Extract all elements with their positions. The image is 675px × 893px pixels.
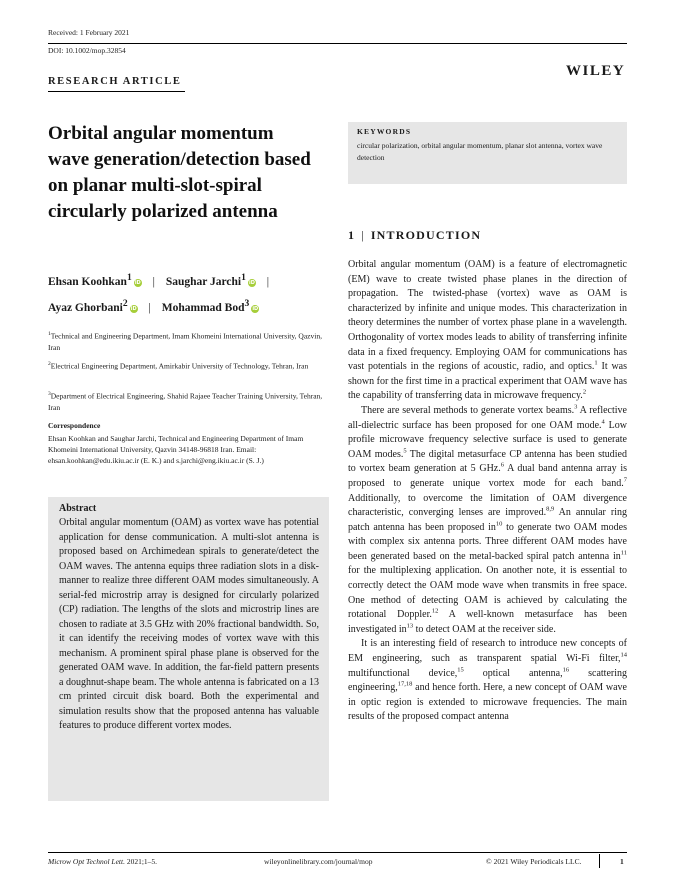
keywords-text: circular polarization, orbital angular momentum, planar slot antenna, vortex wave detection	[357, 141, 603, 162]
citation-ref[interactable]: 4	[601, 418, 605, 426]
publisher-logo: WILEY	[566, 63, 626, 79]
citation-ref[interactable]: 5	[403, 447, 407, 455]
author-separator: |	[152, 275, 155, 288]
paragraph-text: A reflective all-dielectric surface has been proposed for one OAM mode.	[348, 404, 627, 431]
section-heading	[348, 228, 481, 243]
section-bar: |	[361, 228, 365, 242]
paragraph-text: The digital metasurface CP antenna has been studied to vortex beam generation at 5 GHz.	[348, 448, 627, 475]
abstract-text: Orbital angular momentum (OAM) as vortex wave has potential application for dense communication. A multi-slot antenna is proposed based on Archimedean spirals to generate/detect the OAM waves. The antenna equips three radiation slots in a disk-manner to realize three different OAM modes simultaneously. A serial-fed microstrip array is designed for circularly polarized (CP) radiation. The lengths of the slots and microstrip lines are chosen to radiate at 3.5 GHz with 20% fractional bandwidth. So, it can identify the receiving modes of vortex wave with this mechanism. A prominent spiral phase plane is observed for the generated OAM wave. In addition, the far-field pattern presents a doughnut-shape beam. The whole antenna is fabricated on a 13 cm printed circuit disk board. Both the experimental and simulation results show that the proposed antenna has valuable features to produce different vortex modes.	[59, 517, 319, 731]
section-title: INTRODUCTION	[370, 228, 482, 242]
paragraph-text: multifunctional device,	[348, 667, 458, 679]
received-date: Received: 1 February 2021	[48, 28, 130, 37]
header-rule	[48, 43, 627, 44]
citation-ref[interactable]: 10	[495, 520, 503, 528]
article-type-underline	[48, 91, 185, 92]
paragraph-text: scattering engineering,	[348, 667, 627, 694]
paragraph-text: to generate two OAM modes with complex six antenna ports. Three different OAM modes have been generated based on the metal-backed spiral patch antenna in	[348, 521, 627, 562]
footer-citation	[48, 857, 157, 866]
citation-ref[interactable]: 14	[620, 651, 627, 659]
citation-ref[interactable]: 16	[562, 666, 570, 674]
article-type: RESEARCH ARTICLE	[48, 76, 182, 87]
paragraph-text: Orbital angular momentum (OAM) is a feature of electromagnetic (EM) wave to create twisted phase planes in the direction of propagation. The twisted-phase (vortex) wave as OAM is characterized by infinite and unique modes. This characterization in theory determines the number of vortex phase plane in a wavelength. Orthogonality of vortex modes leads to ability of transferring infinite data in a fixed frequency. Employing OAM for communications has vast potentials in the regions of acoustic, radio, and optics.	[348, 259, 627, 373]
affiliation	[48, 389, 323, 413]
author-name: Ehsan Koohkan	[48, 275, 127, 288]
orcid-icon[interactable]: iD	[252, 305, 259, 312]
body-paragraph	[348, 637, 627, 725]
footer-url[interactable]: wileyonlinelibrary.com/journal/mop	[264, 857, 373, 866]
article-title: Orbital angular momentum wave generation/detection based on planar multi-slot-spiral circularly polarized antenna	[48, 123, 311, 222]
intro-body	[348, 258, 627, 725]
paragraph-text: for the multiplexing application. On another note, it is essential to correctly detect the OAM mode wave when transmits in free space. One method of detecting OAM is achieved by calculating the rotational Doppler.	[348, 565, 627, 621]
affiliation-text: Technical and Engineering Department, Imam Khomeini International University, Qazvin, Iran	[48, 331, 322, 352]
citation-ref[interactable]: 3	[574, 403, 578, 411]
author-affil-sup: 2	[122, 297, 128, 309]
paragraph-text: There are several methods to generate vortex beams.	[361, 404, 575, 416]
author-separator: |	[148, 301, 151, 314]
orcid-icon[interactable]: iD	[248, 279, 255, 286]
citation-ref[interactable]: 6	[500, 461, 504, 469]
affiliation	[48, 329, 323, 353]
footer-year: 2021;1–5.	[124, 857, 158, 866]
paragraph-text: A dual band antenna array is proposed to generate unique vortex mode for each band.	[348, 463, 628, 489]
paragraph-text: It is an interesting field of research to introduce new concepts of EM engineering, such as transparent spatial Wi-Fi filter,	[348, 638, 627, 665]
affiliation-sup: 2	[48, 361, 51, 367]
author-separator: |	[266, 275, 270, 288]
paragraph-text: Additionally, to overcome the limitation of OAM divergence characteristic, converging lenses are improved.	[348, 492, 627, 519]
author-name: Mohammad Bod	[161, 301, 245, 314]
paragraph-text: optical antenna,	[463, 667, 563, 679]
affiliation-text: Department of Electrical Engineering, Shahid Rajaee Teacher Training University, Tehran, Iran	[48, 391, 323, 412]
citation-ref[interactable]: 8,9	[546, 505, 555, 513]
citation-ref[interactable]: 12	[431, 607, 439, 615]
paragraph-text: A well-known metasurface has been investigated in	[348, 609, 627, 635]
abstract-box	[48, 497, 329, 801]
paragraph-text: to detect OAM at the receiver side.	[413, 623, 556, 635]
paragraph-text: It was shown for the first time in a practical experiment that OAM wave has the capability of transferring data in microwave frequency.	[348, 361, 628, 402]
section-number: 1	[348, 228, 356, 242]
author-affil-sup: 1	[126, 272, 132, 283]
footer-rule	[48, 852, 627, 853]
affiliation	[48, 359, 323, 372]
citation-ref[interactable]: 15	[457, 666, 464, 674]
paragraph-text: Low profile microwave frequency selective surface is used to generate OAM modes.	[348, 419, 627, 460]
citation-ref[interactable]: 11	[620, 549, 627, 557]
affiliation-sup: 3	[48, 391, 51, 397]
citation-ref[interactable]: 17,18	[397, 680, 413, 688]
footer-copyright: © 2021 Wiley Periodicals LLC.	[486, 857, 582, 866]
paragraph-text: An annular ring patch antenna has been proposed in	[348, 507, 627, 533]
orcid-icon[interactable]: iD	[134, 279, 141, 286]
paragraph-text: and hence forth. Here, a new concept of OAM wave in optic region is extended to microwave frequencies. The main results of the proposed compact antenna	[348, 682, 627, 723]
correspondence-heading: Correspondence	[48, 421, 101, 430]
correspondence-text: Ehsan Koohkan and Saughar Jarchi, Technical and Engineering Department of Imam Khomeini International University, Qazvin 34148-96818 Iran. Email: ehsan.koohkan@edu.ikiu.ac.ir (E. K.) and s.jarchi@eng.ikiu.ac.ir (S. J.)	[48, 434, 304, 465]
affiliation-text: Electrical Engineering Department, Amirkabir University of Technology, Tehran, Iran	[50, 361, 309, 371]
doi[interactable]: DOI: 10.1002/mop.32854	[48, 46, 126, 55]
body-paragraph	[348, 404, 627, 638]
author-name: Saughar Jarchi	[165, 275, 242, 288]
page-number: 1	[620, 857, 624, 866]
author-affil-sup: 3	[244, 297, 250, 309]
keywords-box	[348, 122, 627, 184]
citation-ref[interactable]: 7	[623, 476, 627, 484]
footer-journal: Microw Opt Technol Lett.	[48, 857, 125, 866]
citation-ref[interactable]: 13	[406, 622, 414, 630]
author-affil-sup: 1	[241, 272, 246, 283]
citation-ref[interactable]: 1	[594, 359, 598, 367]
affiliation-sup: 1	[48, 331, 51, 337]
body-paragraph	[348, 258, 627, 404]
citation-ref[interactable]: 2	[582, 389, 587, 397]
keywords-heading: KEYWORDS	[357, 127, 412, 136]
orcid-icon[interactable]: iD	[130, 305, 137, 312]
author-name: Ayaz Ghorbani	[48, 301, 123, 314]
author-list	[48, 267, 333, 319]
abstract-heading: Abstract	[59, 503, 97, 514]
footer-divider	[599, 854, 600, 868]
